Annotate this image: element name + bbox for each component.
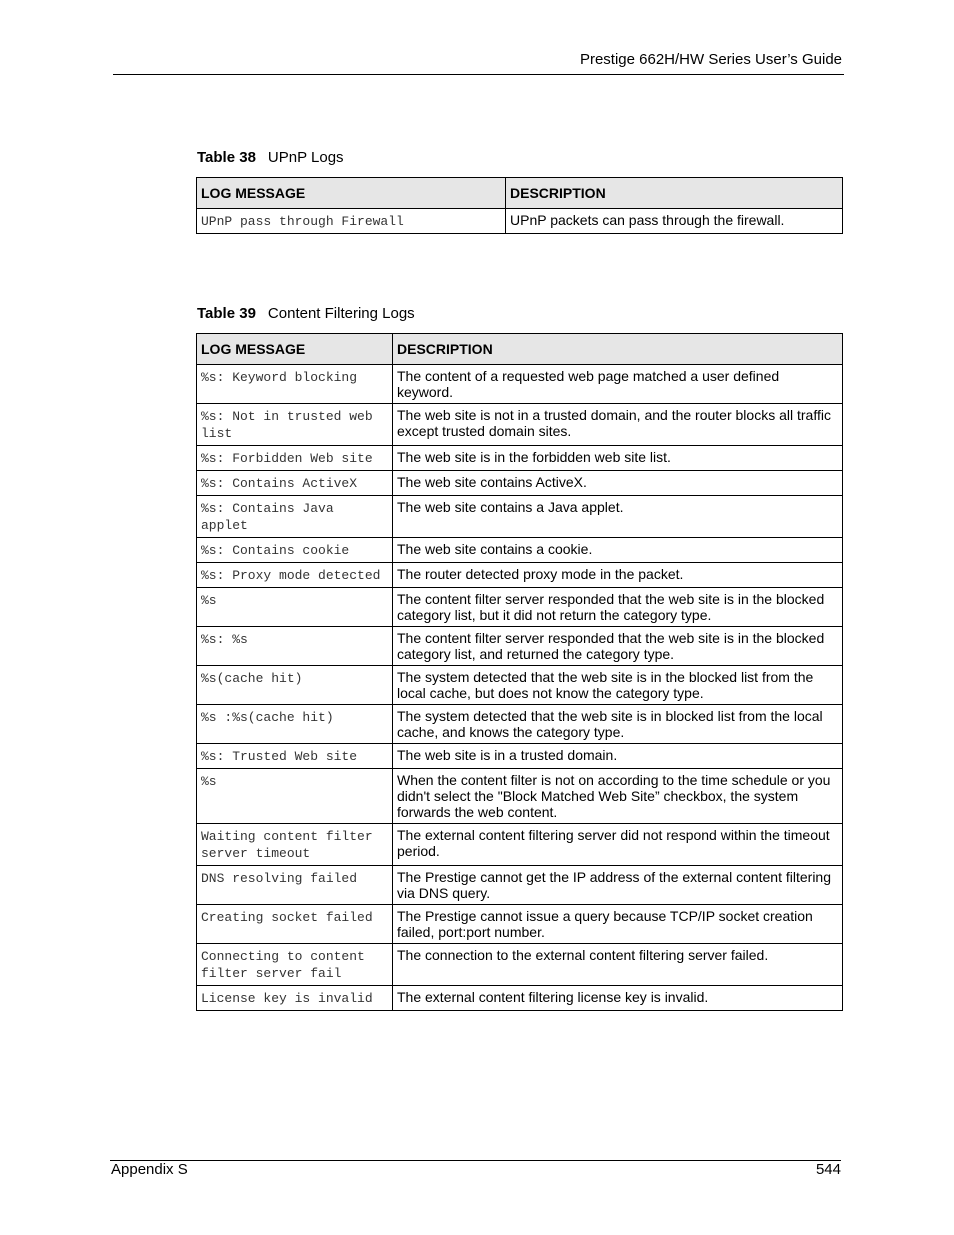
- log-message-cell: Connecting to content filter server fail: [197, 944, 393, 986]
- table-row: [197, 365, 843, 404]
- column-header-log-message: LOG MESSAGE: [197, 178, 506, 209]
- log-message-cell: %s: [197, 588, 393, 627]
- log-message-cell: %s: Contains cookie: [197, 538, 393, 563]
- footer-section-label: Appendix S: [111, 1161, 188, 1178]
- description-cell: The router detected proxy mode in the packet.: [393, 563, 843, 588]
- description-cell: The system detected that the web site is in the blocked list from the local cache, but does not know the category type.: [393, 666, 843, 705]
- description-cell: The external content filtering license key is invalid.: [393, 986, 843, 1011]
- page-header-title: Prestige 662H/HW Series User’s Guide: [579, 51, 842, 68]
- log-message-cell: License key is invalid: [197, 986, 393, 1011]
- description-cell: The external content filtering server did not respond within the timeout period.: [393, 824, 843, 866]
- log-message-cell: DNS resolving failed: [197, 866, 393, 905]
- table-row: [197, 446, 843, 471]
- description-cell: The Prestige cannot issue a query because TCP/IP socket creation failed, port:port number.: [393, 905, 843, 944]
- table-row: [197, 905, 843, 944]
- log-message-cell: %s :%s(cache hit): [197, 705, 393, 744]
- description-cell: The web site contains a cookie.: [393, 538, 843, 563]
- table38-number: Table 38: [197, 149, 256, 166]
- table-row: [197, 744, 843, 769]
- log-message-cell: %s: Keyword blocking: [197, 365, 393, 404]
- table-row: [197, 666, 843, 705]
- log-message-cell: %s: Forbidden Web site: [197, 446, 393, 471]
- description-cell: The content of a requested web page matched a user defined keyword.: [393, 365, 843, 404]
- table-row: [197, 563, 843, 588]
- table-row: [197, 986, 843, 1011]
- table-row: [197, 496, 843, 538]
- table-row: [197, 824, 843, 866]
- description-cell: When the content filter is not on according to the time schedule or you didn't select the "Block Matched Web Site” checkbox, the system forwards the web content.: [393, 769, 843, 824]
- table-row: [197, 404, 843, 446]
- column-header-description: DESCRIPTION: [393, 334, 843, 365]
- log-message-cell: %s: Not in trusted web list: [197, 404, 393, 446]
- column-header-log-message: LOG MESSAGE: [197, 334, 393, 365]
- description-cell: The system detected that the web site is in blocked list from the local cache, and knows the category type.: [393, 705, 843, 744]
- table-row: [197, 769, 843, 824]
- table38-header-row: [197, 178, 843, 209]
- log-message-cell: %s: %s: [197, 627, 393, 666]
- log-message-cell: %s: Proxy mode detected: [197, 563, 393, 588]
- description-cell: The web site is in a trusted domain.: [393, 744, 843, 769]
- description-cell: The web site contains a Java applet.: [393, 496, 843, 538]
- table-row: [197, 538, 843, 563]
- log-message-cell: %s: Contains Java applet: [197, 496, 393, 538]
- log-message-cell: UPnP pass through Firewall: [197, 209, 506, 234]
- description-cell: The web site contains ActiveX.: [393, 471, 843, 496]
- description-cell: UPnP packets can pass through the firewall.: [506, 209, 843, 234]
- table39-header-row: [197, 334, 843, 365]
- description-cell: The web site is not in a trusted domain, and the router blocks all traffic except trusted domain sites.: [393, 404, 843, 446]
- table38-title: UPnP Logs: [267, 149, 344, 166]
- log-message-cell: %s: Trusted Web site: [197, 744, 393, 769]
- log-message-cell: %s: Contains ActiveX: [197, 471, 393, 496]
- table39-number: Table 39: [197, 305, 256, 322]
- table39-caption: [197, 305, 415, 322]
- table-row: [197, 588, 843, 627]
- log-message-cell: %s(cache hit): [197, 666, 393, 705]
- table39: [196, 333, 843, 1011]
- description-cell: The web site is in the forbidden web site list.: [393, 446, 843, 471]
- column-header-description: DESCRIPTION: [506, 178, 843, 209]
- table38: [196, 177, 843, 234]
- table-row: [197, 471, 843, 496]
- table-row: [197, 627, 843, 666]
- description-cell: The connection to the external content filtering server failed.: [393, 944, 843, 986]
- table38-caption: [197, 149, 344, 166]
- footer-rule: [110, 1160, 841, 1161]
- description-cell: The content filter server responded that the web site is in the blocked category list, and returned the category type.: [393, 627, 843, 666]
- header-rule: [113, 74, 844, 75]
- log-message-cell: %s: [197, 769, 393, 824]
- table39-title: Content Filtering Logs: [267, 305, 415, 322]
- log-message-cell: Creating socket failed: [197, 905, 393, 944]
- table-row: [197, 209, 843, 234]
- page-number: 544: [815, 1161, 841, 1178]
- description-cell: The content filter server responded that the web site is in the blocked category list, but it did not return the category type.: [393, 588, 843, 627]
- log-message-cell: Waiting content filter server timeout: [197, 824, 393, 866]
- description-cell: The Prestige cannot get the IP address of the external content filtering via DNS query.: [393, 866, 843, 905]
- table-row: [197, 866, 843, 905]
- table-row: [197, 705, 843, 744]
- table-row: [197, 944, 843, 986]
